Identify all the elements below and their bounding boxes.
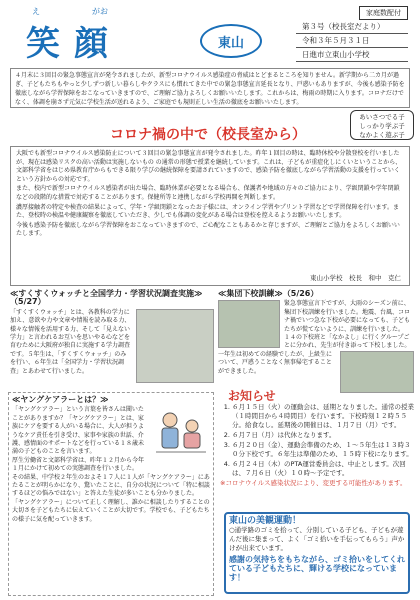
young-carer-body-2: 厚生労働省と文部科学省は、昨年１２月から今年１月にかけて初めての実態調査を行いました。 xyxy=(12,456,145,473)
beautification-highlight: 感謝の気持ちをもちながら、ゴミ拾いをしてくれている子どもたちに、輝ける学校になっています！ xyxy=(229,555,405,582)
classroom-photo xyxy=(136,309,214,383)
young-carer-body: 「ヤングケアラー」という言葉を皆さんは聞いたことがありますか？「ヤングケアラー」とは、家族にケアを要する人がいる場合に、大人が担うようなケア責任を引き受け、家事や家族の世話、介護、感情面のサポートなどを行っている１８歳未満の子どものことを言います。 xyxy=(12,406,145,456)
issue-info xyxy=(296,20,408,62)
section-banner: コロナ禍の中で（校長室から） xyxy=(110,127,306,143)
kuku-body: 「すくすくウォッチ」とは、各教科の学力に加え、意欲や力や文章や情報を読み取る力、様々な情報を活用する力、そして「見えない学力」と言われるお互いを思いやる心などを育むために大阪府が独自に実施する学力調査です。５年生は、「すくすくウォッチ」のみを行い、６年生は「全国学力・学習状況調査」とあわせて行いました。 xyxy=(10,308,131,375)
intro-text: ４月末に３回目の緊急事態宣言が発令されましたが、新型コロナウイルス感染症の脅威はとどまるところを知りません。新学期から二カ月が過ぎ、子どもたちもやっと少しずつ新しい暮らしやクラスにも慣れてきた中での緊急事態宣言延長となり、戸惑いもありますが、今後も感染予防を徹底しながら学習保障をおこなっていきますので、ご理解ご協力よろしくお願いいたします。これからは、梅雨の時期に入ります。コロナだけでなく、体調を崩さず元気に学校生活が送れるよう、ご家庭でも規則正しい生活の徹底をお願いいたします。 xyxy=(10,68,410,108)
beautification-title: 東山の美観運動！ xyxy=(229,516,302,526)
principal-signature: 東山小学校 校長 和中 克仁 xyxy=(310,274,401,283)
issue-date: 令和３年５月３１日 xyxy=(296,34,408,48)
drill-section xyxy=(218,290,414,390)
caregiver-illustration xyxy=(150,406,210,460)
notice-item: 1. ６月１５日（火）の運動会は、延期となりました。通常の授業（１時間目から４時間目）を行います。下校時刻１２時５５分。給食なし。延期後の開催日は、１月７日（月）です。 xyxy=(232,403,414,430)
dismissal-photo-1 xyxy=(218,300,280,348)
notices-footnote: ※コロナウイルス感染状況により、変更する可能性があります。 xyxy=(220,479,407,487)
principal-paragraph: 濃厚接触者の特定や検査の結果によって、学年・学級閉鎖となったお子様には、オンライン学習やプリント学習などで学習保障を行います。また、登校時の検温や健康観察を徹底していただき、少しでも体調の変化がある場合は登校を控えるようお願いいたします。 xyxy=(16,203,399,220)
beautification-body: ○通学路のゴミを拾って、分別している子ども、子どもが遊んだ後に集まって、よく「ゴミ拾いを手伝ってもらう」声かけが出来ています。 xyxy=(229,526,405,552)
notices-title: お知らせ xyxy=(228,389,276,403)
principal-paragraph: また、校内で新型コロナウイルス感染者が出た場合、臨時休業が必要となる場合も、保護者や地域の方々のご協力により、学級閉鎖や学年閉鎖などの段階的な措置で対応することがあります。保健所等と連携しながら学校再開を判断します。 xyxy=(16,185,400,201)
young-carer-section xyxy=(8,392,214,596)
drill-body: 緊急事態宣言下ですが、大雨のシーズン前に、集団下校訓練を行いました。地震、台風、コロナ禍でいつ急な下校が必要になっても、子どもたちが慌てないように、訓練を行いました。 xyxy=(284,300,411,333)
distribution-label: 家庭数配付 xyxy=(359,6,408,20)
notice-item: 3. ６月２０日（金）、運動会準備のため、１～５年生は１３時３０分下校です。６年生は準備のため、１５時下校になります。 xyxy=(232,441,414,459)
drill-body-3: 一年生は初めての経験でしたが、上級生について、戸惑うことなく無事帰宅することができました。 xyxy=(218,350,333,375)
kuku-title: ≪すくすくウォッチと全国学力・学習状況調査実施≫ （5/27） xyxy=(10,289,203,307)
drill-body-2: １４の下校班と「なかよし」に行くグループごとに分かれ、先生が付き添って下校しました。 xyxy=(284,334,411,350)
school-motto: あいさつでる子 しっかり学ぶ子 なかよく遊ぶ子 xyxy=(350,110,414,140)
notices-list xyxy=(220,403,414,478)
title-ruby-gao: がお xyxy=(92,7,108,16)
principal-paragraph: 大阪でも新型コロナウイルス感染防止について３回目の緊急事態宣言が発令されました。昨年１回目の時は、臨時休校や分散登校を行いましたが、現在は感染リスクの高い活動は実施しないもの の通常の形態で授業を継続しています。これは、子どもが重症化しにくいということから、文部科学省をはじめ県教育庁からもできる限り学びの継続保障を要請されていますので、感染予防を徹底しながら学習活動の支援を行っていくという方針からの対応です。 xyxy=(16,150,402,183)
kuku-date: （5/27） xyxy=(10,297,46,307)
beautification-box xyxy=(224,512,410,594)
principal-paragraph: 今後も感染予防を徹底しながら学習保障をおこなっていきますので、ご心配なこともあるかと存じますが、ご理解とご協力をよろしくお願いいたします。 xyxy=(16,221,400,238)
young-carer-body-4: 「ヤングケアラー」について正しく理解し、誰かに相談したりすることの大切さを子どもたちに伝えていくことが大切です。学校でも、子どもたちの様子に気を配っていきます。 xyxy=(12,498,210,523)
dismissal-photo-2 xyxy=(340,351,414,393)
newsletter-title: 笑顔 xyxy=(26,24,122,64)
kuku-section xyxy=(10,290,214,386)
school-name: 日進市立東山小学校 xyxy=(296,48,408,62)
notice-item: 2. ６月７日（月）は代休となります。 xyxy=(232,431,414,440)
school-logo: 東山 xyxy=(200,24,262,58)
masthead xyxy=(8,4,412,68)
principal-message xyxy=(10,146,410,286)
drill-title: ≪集団下校訓練≫（5/26） xyxy=(218,289,319,298)
notice-item: 4. ６月２４日（木）のPTA運営委員会は、中止とします。次回は、７月６日（火）１０時～予定です。 xyxy=(232,460,414,478)
title-ruby-e: え xyxy=(32,7,40,16)
young-carer-body-3: その結果、中学校２年生のおよそ１７人に１人が「ヤングケアラー」にあたることが明らかになり、驚いたことに、自分の状況について「特に相談するほどの悩みではない」と答えた生徒が多いことも分かりました。 xyxy=(12,473,210,498)
issue-number: 第３号（校長室だより） xyxy=(296,20,408,34)
young-carer-title: ≪ヤングケアラーとは？≫ xyxy=(12,395,109,404)
